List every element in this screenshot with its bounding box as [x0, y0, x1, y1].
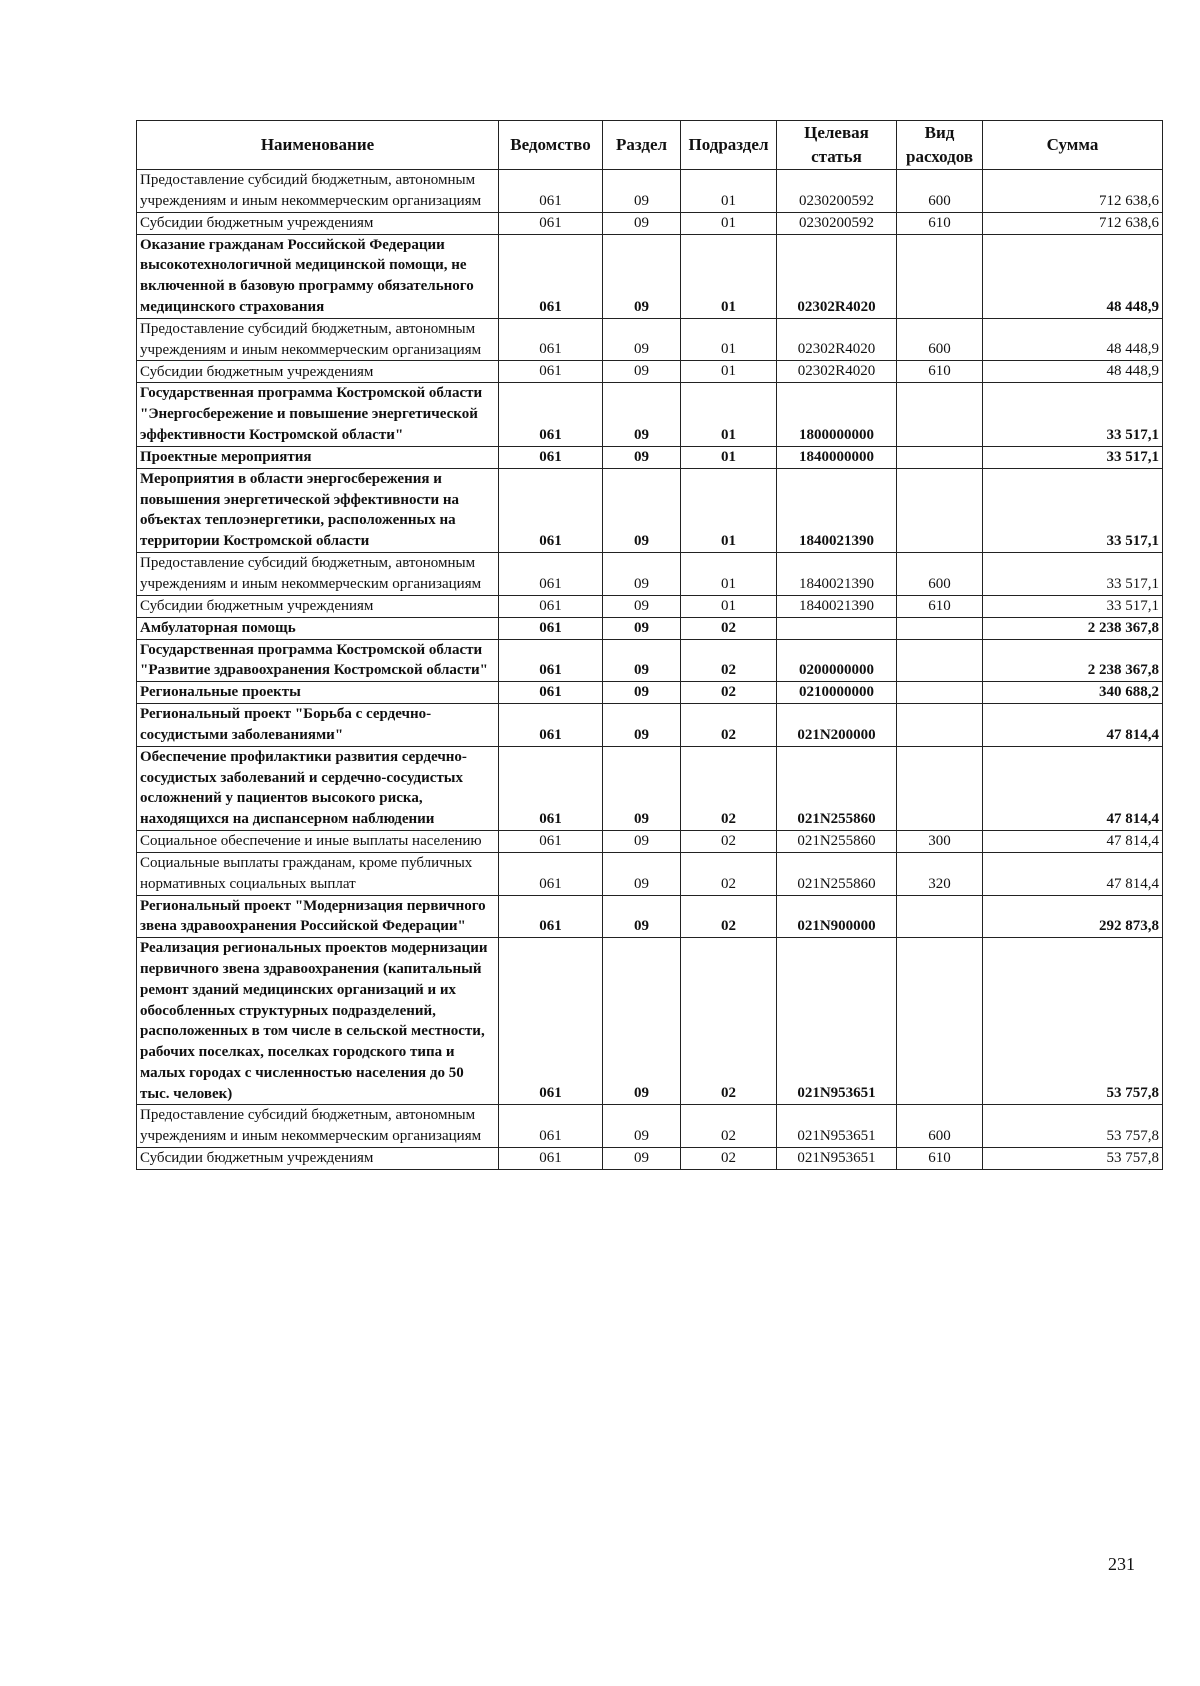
cell-amount: 53 757,8	[983, 1148, 1163, 1170]
cell-section: 09	[603, 595, 681, 617]
cell-department: 061	[499, 468, 603, 552]
cell-target-article: 1800000000	[777, 383, 897, 446]
cell-expense-type: 600	[897, 318, 983, 361]
header-department: Ведомство	[499, 121, 603, 170]
cell-section: 09	[603, 383, 681, 446]
cell-amount: 292 873,8	[983, 895, 1163, 938]
cell-name: Предоставление субсидий бюджетным, автономным учреждениям и иным некоммерческим организациям	[137, 552, 499, 595]
cell-department: 061	[499, 704, 603, 747]
cell-expense-type	[897, 468, 983, 552]
header-amount: Сумма	[983, 121, 1163, 170]
cell-expense-type	[897, 446, 983, 468]
cell-expense-type: 600	[897, 1105, 983, 1148]
cell-target-article: 0200000000	[777, 639, 897, 682]
table-row	[137, 746, 1163, 830]
cell-department: 061	[499, 682, 603, 704]
cell-target-article: 021N900000	[777, 895, 897, 938]
cell-expense-type	[897, 746, 983, 830]
cell-name: Субсидии бюджетным учреждениям	[137, 1148, 499, 1170]
cell-department: 061	[499, 552, 603, 595]
cell-subsection: 02	[681, 830, 777, 852]
cell-amount: 33 517,1	[983, 468, 1163, 552]
cell-amount: 33 517,1	[983, 552, 1163, 595]
cell-subsection: 02	[681, 895, 777, 938]
cell-target-article: 1840000000	[777, 446, 897, 468]
cell-department: 061	[499, 639, 603, 682]
cell-subsection: 01	[681, 446, 777, 468]
cell-department: 061	[499, 170, 603, 213]
cell-section: 09	[603, 446, 681, 468]
cell-expense-type: 610	[897, 1148, 983, 1170]
cell-section: 09	[603, 361, 681, 383]
table-header-row	[137, 121, 1163, 170]
cell-name: Реализация региональных проектов модернизации первичного звена здравоохранения (капитальный ремонт зданий медицинских организаций и их обособленных структурных подразделений, расположенных в том числе в сельской местности, рабочих поселках, поселках городского типа и малых городах с численностью населения до 50 тыс. человек)	[137, 938, 499, 1105]
cell-target-article: 021N255860	[777, 746, 897, 830]
cell-department: 061	[499, 234, 603, 318]
cell-target-article: 021N255860	[777, 852, 897, 895]
cell-expense-type: 320	[897, 852, 983, 895]
cell-amount: 33 517,1	[983, 595, 1163, 617]
cell-target-article: 0210000000	[777, 682, 897, 704]
cell-expense-type: 600	[897, 170, 983, 213]
cell-section: 09	[603, 212, 681, 234]
cell-subsection: 01	[681, 361, 777, 383]
cell-target-article: 1840021390	[777, 595, 897, 617]
table-row	[137, 552, 1163, 595]
cell-department: 061	[499, 852, 603, 895]
table-row	[137, 617, 1163, 639]
cell-amount: 47 814,4	[983, 746, 1163, 830]
cell-amount: 53 757,8	[983, 938, 1163, 1105]
cell-name: Оказание гражданам Российской Федерации высокотехнологичной медицинской помощи, не включенной в базовую программу обязательного медицинского страхования	[137, 234, 499, 318]
cell-name: Обеспечение профилактики развития сердечно-сосудистых заболеваний и сердечно-сосудистых осложнений у пациентов высокого риска, находящихся на диспансерном наблюдении	[137, 746, 499, 830]
cell-subsection: 01	[681, 552, 777, 595]
cell-department: 061	[499, 1105, 603, 1148]
cell-name: Субсидии бюджетным учреждениям	[137, 595, 499, 617]
cell-target-article: 021N200000	[777, 704, 897, 747]
cell-amount: 33 517,1	[983, 383, 1163, 446]
cell-department: 061	[499, 212, 603, 234]
cell-department: 061	[499, 595, 603, 617]
budget-table	[136, 120, 1163, 1170]
cell-name: Региональный проект "Борьба с сердечно-сосудистыми заболеваниями"	[137, 704, 499, 747]
cell-subsection: 01	[681, 170, 777, 213]
cell-department: 061	[499, 617, 603, 639]
table-row	[137, 1105, 1163, 1148]
cell-expense-type: 610	[897, 361, 983, 383]
cell-amount: 47 814,4	[983, 704, 1163, 747]
cell-section: 09	[603, 552, 681, 595]
header-subsection: Подраздел	[681, 121, 777, 170]
table-body	[137, 170, 1163, 1170]
table-row	[137, 234, 1163, 318]
cell-expense-type	[897, 383, 983, 446]
cell-amount: 2 238 367,8	[983, 617, 1163, 639]
cell-target-article: 02302R4020	[777, 318, 897, 361]
cell-target-article: 021N255860	[777, 830, 897, 852]
cell-amount: 33 517,1	[983, 446, 1163, 468]
header-expense-type: Вид расходов	[897, 121, 983, 170]
cell-subsection: 02	[681, 1148, 777, 1170]
cell-subsection: 01	[681, 595, 777, 617]
cell-name: Предоставление субсидий бюджетным, автономным учреждениям и иным некоммерческим организациям	[137, 170, 499, 213]
cell-subsection: 01	[681, 212, 777, 234]
cell-amount: 48 448,9	[983, 234, 1163, 318]
cell-subsection: 02	[681, 682, 777, 704]
cell-amount: 48 448,9	[983, 361, 1163, 383]
cell-target-article: 1840021390	[777, 552, 897, 595]
cell-name: Региональные проекты	[137, 682, 499, 704]
cell-name: Мероприятия в области энергосбережения и повышения энергетической эффективности на объектах теплоэнергетики, расположенных на территории Костромской области	[137, 468, 499, 552]
cell-expense-type	[897, 682, 983, 704]
cell-expense-type	[897, 704, 983, 747]
cell-name: Предоставление субсидий бюджетным, автономным учреждениям и иным некоммерческим организациям	[137, 1105, 499, 1148]
cell-department: 061	[499, 318, 603, 361]
cell-department: 061	[499, 446, 603, 468]
cell-name: Амбулаторная помощь	[137, 617, 499, 639]
cell-section: 09	[603, 617, 681, 639]
cell-subsection: 01	[681, 383, 777, 446]
cell-target-article: 0230200592	[777, 170, 897, 213]
header-name: Наименование	[137, 121, 499, 170]
cell-expense-type	[897, 639, 983, 682]
cell-name: Предоставление субсидий бюджетным, автономным учреждениям и иным некоммерческим организациям	[137, 318, 499, 361]
table-row	[137, 895, 1163, 938]
cell-name: Социальные выплаты гражданам, кроме публичных нормативных социальных выплат	[137, 852, 499, 895]
table-row	[137, 639, 1163, 682]
cell-amount: 2 238 367,8	[983, 639, 1163, 682]
cell-target-article: 1840021390	[777, 468, 897, 552]
cell-department: 061	[499, 383, 603, 446]
cell-expense-type	[897, 938, 983, 1105]
cell-department: 061	[499, 830, 603, 852]
cell-section: 09	[603, 682, 681, 704]
cell-expense-type: 300	[897, 830, 983, 852]
cell-target-article: 0230200592	[777, 212, 897, 234]
table-row	[137, 704, 1163, 747]
cell-subsection: 02	[681, 746, 777, 830]
cell-target-article: 021N953651	[777, 1148, 897, 1170]
table-row	[137, 468, 1163, 552]
cell-subsection: 01	[681, 234, 777, 318]
table-row	[137, 383, 1163, 446]
table-row	[137, 212, 1163, 234]
cell-section: 09	[603, 938, 681, 1105]
header-target-article: Целевая статья	[777, 121, 897, 170]
cell-section: 09	[603, 234, 681, 318]
header-section: Раздел	[603, 121, 681, 170]
cell-section: 09	[603, 830, 681, 852]
table-row	[137, 1148, 1163, 1170]
cell-amount: 340 688,2	[983, 682, 1163, 704]
cell-name: Социальное обеспечение и иные выплаты населению	[137, 830, 499, 852]
cell-section: 09	[603, 468, 681, 552]
cell-department: 061	[499, 938, 603, 1105]
cell-target-article: 021N953651	[777, 938, 897, 1105]
cell-target-article	[777, 617, 897, 639]
cell-target-article: 02302R4020	[777, 361, 897, 383]
cell-expense-type	[897, 617, 983, 639]
cell-name: Государственная программа Костромской области "Энергосбережение и повышение энергетической эффективности Костромской области"	[137, 383, 499, 446]
cell-name: Субсидии бюджетным учреждениям	[137, 212, 499, 234]
cell-subsection: 02	[681, 852, 777, 895]
cell-name: Региональный проект "Модернизация первичного звена здравоохранения Российской Федерации"	[137, 895, 499, 938]
table-row	[137, 595, 1163, 617]
cell-subsection: 02	[681, 1105, 777, 1148]
cell-name: Проектные мероприятия	[137, 446, 499, 468]
cell-department: 061	[499, 895, 603, 938]
cell-amount: 47 814,4	[983, 852, 1163, 895]
cell-name: Государственная программа Костромской области "Развитие здравоохранения Костромской области"	[137, 639, 499, 682]
cell-section: 09	[603, 746, 681, 830]
cell-subsection: 01	[681, 318, 777, 361]
cell-amount: 712 638,6	[983, 212, 1163, 234]
cell-section: 09	[603, 704, 681, 747]
table-row	[137, 318, 1163, 361]
page-number: 231	[1108, 1554, 1135, 1574]
table-row	[137, 852, 1163, 895]
cell-target-article: 02302R4020	[777, 234, 897, 318]
cell-section: 09	[603, 639, 681, 682]
cell-subsection: 02	[681, 617, 777, 639]
cell-expense-type	[897, 895, 983, 938]
table-row	[137, 170, 1163, 213]
cell-amount: 48 448,9	[983, 318, 1163, 361]
table-row	[137, 682, 1163, 704]
table-row	[137, 830, 1163, 852]
table-row	[137, 361, 1163, 383]
table-row	[137, 938, 1163, 1105]
cell-expense-type: 600	[897, 552, 983, 595]
cell-expense-type	[897, 234, 983, 318]
cell-name: Субсидии бюджетным учреждениям	[137, 361, 499, 383]
cell-section: 09	[603, 852, 681, 895]
cell-department: 061	[499, 746, 603, 830]
cell-amount: 53 757,8	[983, 1105, 1163, 1148]
cell-expense-type: 610	[897, 212, 983, 234]
cell-amount: 712 638,6	[983, 170, 1163, 213]
cell-subsection: 02	[681, 639, 777, 682]
cell-section: 09	[603, 895, 681, 938]
cell-subsection: 02	[681, 938, 777, 1105]
cell-section: 09	[603, 318, 681, 361]
cell-section: 09	[603, 170, 681, 213]
cell-department: 061	[499, 1148, 603, 1170]
cell-target-article: 021N953651	[777, 1105, 897, 1148]
cell-department: 061	[499, 361, 603, 383]
table-row	[137, 446, 1163, 468]
cell-subsection: 01	[681, 468, 777, 552]
cell-amount: 47 814,4	[983, 830, 1163, 852]
cell-subsection: 02	[681, 704, 777, 747]
cell-section: 09	[603, 1105, 681, 1148]
cell-section: 09	[603, 1148, 681, 1170]
cell-expense-type: 610	[897, 595, 983, 617]
